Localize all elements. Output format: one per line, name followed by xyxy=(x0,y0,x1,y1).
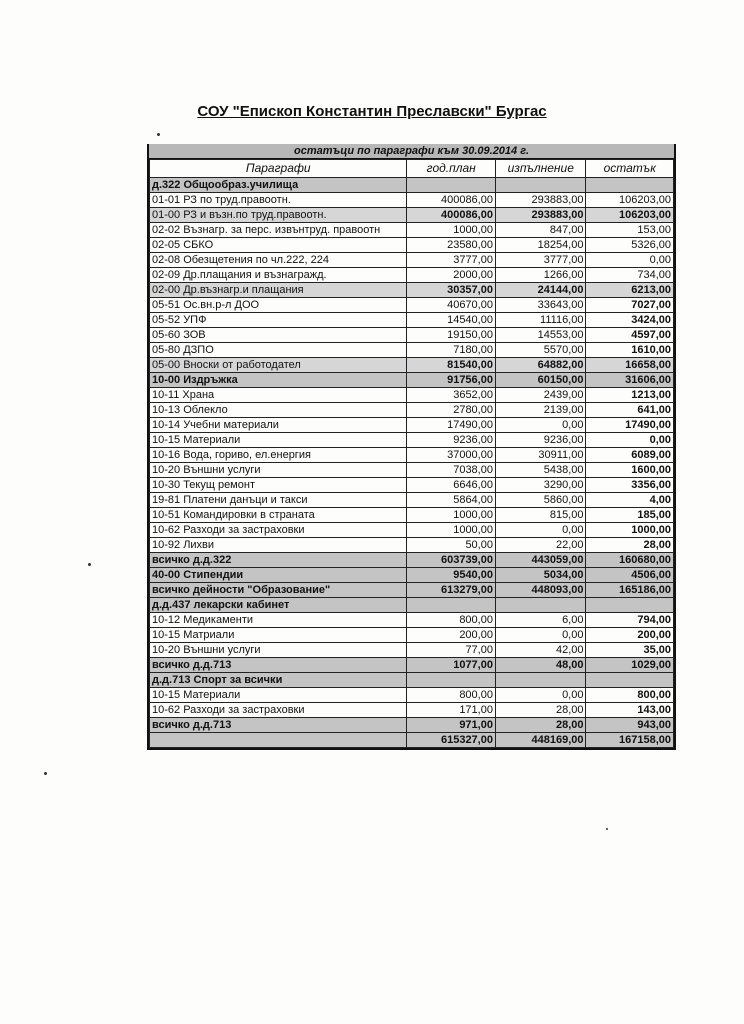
cell-plan: 81540,00 xyxy=(407,358,496,373)
cell-paragraph: 05-51 Ос.вн.р-л ДОО xyxy=(150,298,407,313)
cell-execution: 33643,00 xyxy=(495,298,586,313)
scan-speck xyxy=(88,563,91,566)
cell-remainder: 794,00 xyxy=(586,613,674,628)
cell-remainder: 1000,00 xyxy=(586,523,674,538)
cell-paragraph: 10-20 Външни услуги xyxy=(150,643,407,658)
table-row xyxy=(150,283,674,298)
cell-remainder: 3356,00 xyxy=(586,478,674,493)
cell-execution: 11116,00 xyxy=(495,313,586,328)
cell-paragraph: 10-20 Външни услуги xyxy=(150,463,407,478)
table-row xyxy=(150,658,674,673)
cell-paragraph: 10-11 Храна xyxy=(150,388,407,403)
cell-remainder: 7027,00 xyxy=(586,298,674,313)
cell-remainder: 185,00 xyxy=(586,508,674,523)
cell-plan: 91756,00 xyxy=(407,373,496,388)
cell-execution: 2439,00 xyxy=(495,388,586,403)
table-row xyxy=(150,388,674,403)
cell-paragraph: 05-80 ДЗПО xyxy=(150,343,407,358)
cell-execution: 28,00 xyxy=(495,718,586,733)
table-row xyxy=(150,478,674,493)
cell-paragraph: 10-16 Вода, гориво, ел.енергия xyxy=(150,448,407,463)
cell-remainder xyxy=(586,178,674,193)
cell-plan: 971,00 xyxy=(407,718,496,733)
cell-plan: 14540,00 xyxy=(407,313,496,328)
cell-remainder: 200,00 xyxy=(586,628,674,643)
cell-plan: 615327,00 xyxy=(407,733,496,748)
cell-remainder: 5326,00 xyxy=(586,238,674,253)
table-row xyxy=(150,193,674,208)
cell-paragraph: 02-05 СБКО xyxy=(150,238,407,253)
cell-plan: 5864,00 xyxy=(407,493,496,508)
cell-execution: 6,00 xyxy=(495,613,586,628)
cell-execution: 14553,00 xyxy=(495,328,586,343)
scan-speck xyxy=(44,772,47,775)
cell-execution: 0,00 xyxy=(495,688,586,703)
cell-execution: 0,00 xyxy=(495,628,586,643)
remainders-table xyxy=(147,144,676,750)
cell-execution: 0,00 xyxy=(495,418,586,433)
cell-paragraph: 40-00 Стипендии xyxy=(150,568,407,583)
scan-speck xyxy=(157,133,160,136)
cell-plan: 613279,00 xyxy=(407,583,496,598)
cell-execution xyxy=(495,673,586,688)
cell-execution: 5860,00 xyxy=(495,493,586,508)
cell-plan: 7038,00 xyxy=(407,463,496,478)
cell-plan: 3652,00 xyxy=(407,388,496,403)
table-row xyxy=(150,628,674,643)
cell-paragraph: 05-60 ЗОВ xyxy=(150,328,407,343)
cell-paragraph: всичко дейности "Образование" xyxy=(150,583,407,598)
cell-execution: 448093,00 xyxy=(495,583,586,598)
cell-paragraph: 10-92 Лихви xyxy=(150,538,407,553)
table-row xyxy=(150,313,674,328)
table-row xyxy=(150,508,674,523)
cell-remainder: 1029,00 xyxy=(586,658,674,673)
table-row xyxy=(150,268,674,283)
cell-execution xyxy=(495,178,586,193)
column-header-remainder: остатък xyxy=(586,160,674,178)
table-row xyxy=(150,718,674,733)
cell-paragraph: 10-62 Разходи за застраховки xyxy=(150,523,407,538)
cell-remainder: 800,00 xyxy=(586,688,674,703)
cell-paragraph: 19-81 Платени данъци и такси xyxy=(150,493,407,508)
cell-paragraph: 02-00 Др.възнагр.и плащания xyxy=(150,283,407,298)
table-row xyxy=(150,253,674,268)
table-row xyxy=(150,583,674,598)
scan-speck xyxy=(606,828,608,830)
cell-remainder: 31606,00 xyxy=(586,373,674,388)
cell-execution: 30911,00 xyxy=(495,448,586,463)
cell-execution xyxy=(495,598,586,613)
table-row xyxy=(150,208,674,223)
column-header-execution: изпълнение xyxy=(495,160,586,178)
cell-remainder: 943,00 xyxy=(586,718,674,733)
cell-plan: 50,00 xyxy=(407,538,496,553)
cell-plan: 200,00 xyxy=(407,628,496,643)
cell-remainder: 17490,00 xyxy=(586,418,674,433)
cell-paragraph xyxy=(150,733,407,748)
cell-plan: 7180,00 xyxy=(407,343,496,358)
table-row xyxy=(150,523,674,538)
cell-remainder: 143,00 xyxy=(586,703,674,718)
table-row xyxy=(150,223,674,238)
cell-paragraph: 01-00 РЗ и възн.по труд.правоотн. xyxy=(150,208,407,223)
cell-execution: 60150,00 xyxy=(495,373,586,388)
table-row xyxy=(150,673,674,688)
cell-paragraph: всичко д.д.713 xyxy=(150,658,407,673)
cell-execution: 847,00 xyxy=(495,223,586,238)
cell-plan: 30357,00 xyxy=(407,283,496,298)
cell-remainder: 153,00 xyxy=(586,223,674,238)
table-row xyxy=(150,373,674,388)
cell-plan xyxy=(407,673,496,688)
table-header-row xyxy=(150,160,674,178)
cell-paragraph: 02-02 Възнагр. за перс. извънтруд. правоотн xyxy=(150,223,407,238)
cell-paragraph: д.д.437 лекарски кабинет xyxy=(150,598,407,613)
cell-paragraph: 01-01 РЗ по труд.правоотн. xyxy=(150,193,407,208)
cell-plan: 1077,00 xyxy=(407,658,496,673)
table-row xyxy=(150,493,674,508)
cell-execution: 28,00 xyxy=(495,703,586,718)
cell-plan: 603739,00 xyxy=(407,553,496,568)
table-row xyxy=(150,403,674,418)
table-row xyxy=(150,433,674,448)
cell-remainder xyxy=(586,598,674,613)
cell-plan: 1000,00 xyxy=(407,223,496,238)
cell-paragraph: 05-00 Вноски от работодател xyxy=(150,358,407,373)
table-row xyxy=(150,538,674,553)
cell-remainder: 0,00 xyxy=(586,433,674,448)
cell-paragraph: 02-09 Др.плащания и възнагражд. xyxy=(150,268,407,283)
cell-remainder: 35,00 xyxy=(586,643,674,658)
cell-execution: 64882,00 xyxy=(495,358,586,373)
cell-plan: 23580,00 xyxy=(407,238,496,253)
cell-plan: 171,00 xyxy=(407,703,496,718)
cell-remainder: 1600,00 xyxy=(586,463,674,478)
table-row xyxy=(150,358,674,373)
cell-paragraph: 10-13 Облекло xyxy=(150,403,407,418)
table-row xyxy=(150,613,674,628)
table-row xyxy=(150,553,674,568)
column-header-plan: год.план xyxy=(407,160,496,178)
cell-paragraph: 10-15 Матриали xyxy=(150,628,407,643)
cell-remainder: 1610,00 xyxy=(586,343,674,358)
cell-plan xyxy=(407,178,496,193)
table-body xyxy=(150,178,674,748)
cell-execution: 24144,00 xyxy=(495,283,586,298)
cell-remainder: 3424,00 xyxy=(586,313,674,328)
table-row xyxy=(150,688,674,703)
cell-plan: 400086,00 xyxy=(407,193,496,208)
table-row xyxy=(150,238,674,253)
cell-remainder: 28,00 xyxy=(586,538,674,553)
cell-remainder: 106203,00 xyxy=(586,193,674,208)
cell-plan: 3777,00 xyxy=(407,253,496,268)
cell-execution: 5438,00 xyxy=(495,463,586,478)
table-row xyxy=(150,328,674,343)
cell-execution: 0,00 xyxy=(495,523,586,538)
cell-paragraph: 10-00 Издръжка xyxy=(150,373,407,388)
cell-paragraph: 10-14 Учебни материали xyxy=(150,418,407,433)
cell-plan: 40670,00 xyxy=(407,298,496,313)
cell-paragraph: 10-51 Командировки в страната xyxy=(150,508,407,523)
cell-execution: 1266,00 xyxy=(495,268,586,283)
cell-execution: 293883,00 xyxy=(495,208,586,223)
cell-remainder: 4506,00 xyxy=(586,568,674,583)
cell-remainder: 1213,00 xyxy=(586,388,674,403)
cell-paragraph: 10-62 Разходи за застраховки xyxy=(150,703,407,718)
cell-execution: 18254,00 xyxy=(495,238,586,253)
cell-execution: 9236,00 xyxy=(495,433,586,448)
cell-remainder: 16658,00 xyxy=(586,358,674,373)
cell-remainder: 106203,00 xyxy=(586,208,674,223)
table-row xyxy=(150,568,674,583)
cell-execution: 2139,00 xyxy=(495,403,586,418)
cell-paragraph: всичко д.д.713 xyxy=(150,718,407,733)
document-title: СОУ "Епископ Константин Преславски" Бургас xyxy=(197,103,547,120)
cell-remainder: 0,00 xyxy=(586,253,674,268)
cell-execution: 448169,00 xyxy=(495,733,586,748)
cell-execution: 22,00 xyxy=(495,538,586,553)
cell-paragraph: 10-15 Материали xyxy=(150,688,407,703)
table-row xyxy=(150,298,674,313)
cell-plan: 2000,00 xyxy=(407,268,496,283)
cell-execution: 5034,00 xyxy=(495,568,586,583)
cell-execution: 42,00 xyxy=(495,643,586,658)
table-row xyxy=(150,463,674,478)
cell-plan: 17490,00 xyxy=(407,418,496,433)
table-row xyxy=(150,178,674,193)
cell-plan: 9540,00 xyxy=(407,568,496,583)
cell-plan: 400086,00 xyxy=(407,208,496,223)
cell-plan: 800,00 xyxy=(407,688,496,703)
cell-paragraph: 10-12 Медикаменти xyxy=(150,613,407,628)
cell-remainder: 4597,00 xyxy=(586,328,674,343)
cell-paragraph: 10-15 Материали xyxy=(150,433,407,448)
cell-paragraph: всичко д.д.322 xyxy=(150,553,407,568)
cell-plan: 37000,00 xyxy=(407,448,496,463)
cell-remainder: 641,00 xyxy=(586,403,674,418)
cell-execution: 5570,00 xyxy=(495,343,586,358)
cell-remainder: 6089,00 xyxy=(586,448,674,463)
cell-remainder: 734,00 xyxy=(586,268,674,283)
table-row xyxy=(150,643,674,658)
table-row xyxy=(150,703,674,718)
cell-remainder xyxy=(586,673,674,688)
cell-paragraph: д.д.713 Спорт за всички xyxy=(150,673,407,688)
cell-plan: 77,00 xyxy=(407,643,496,658)
table-row xyxy=(150,598,674,613)
table-row xyxy=(150,448,674,463)
cell-paragraph: д.322 Общообраз.училища xyxy=(150,178,407,193)
cell-remainder: 160680,00 xyxy=(586,553,674,568)
cell-plan: 19150,00 xyxy=(407,328,496,343)
cell-plan: 800,00 xyxy=(407,613,496,628)
cell-remainder: 165186,00 xyxy=(586,583,674,598)
cell-paragraph: 10-30 Текущ ремонт xyxy=(150,478,407,493)
cell-remainder: 167158,00 xyxy=(586,733,674,748)
cell-remainder: 4,00 xyxy=(586,493,674,508)
cell-execution: 3290,00 xyxy=(495,478,586,493)
cell-paragraph: 02-08 Обезщетения по чл.222, 224 xyxy=(150,253,407,268)
cell-execution: 48,00 xyxy=(495,658,586,673)
table-row xyxy=(150,733,674,748)
cell-plan: 1000,00 xyxy=(407,508,496,523)
cell-plan: 1000,00 xyxy=(407,523,496,538)
cell-remainder: 6213,00 xyxy=(586,283,674,298)
cell-execution: 293883,00 xyxy=(495,193,586,208)
cell-paragraph: 05-52 УПФ xyxy=(150,313,407,328)
cell-plan: 9236,00 xyxy=(407,433,496,448)
table-caption: остатъци по параграфи към 30.09.2014 г. xyxy=(149,144,674,159)
cell-plan xyxy=(407,598,496,613)
table-row xyxy=(150,418,674,433)
cell-execution: 443059,00 xyxy=(495,553,586,568)
cell-plan: 6646,00 xyxy=(407,478,496,493)
table-row xyxy=(150,343,674,358)
cell-execution: 815,00 xyxy=(495,508,586,523)
cell-plan: 2780,00 xyxy=(407,403,496,418)
column-header-paragraphs: Параграфи xyxy=(150,160,407,178)
cell-execution: 3777,00 xyxy=(495,253,586,268)
